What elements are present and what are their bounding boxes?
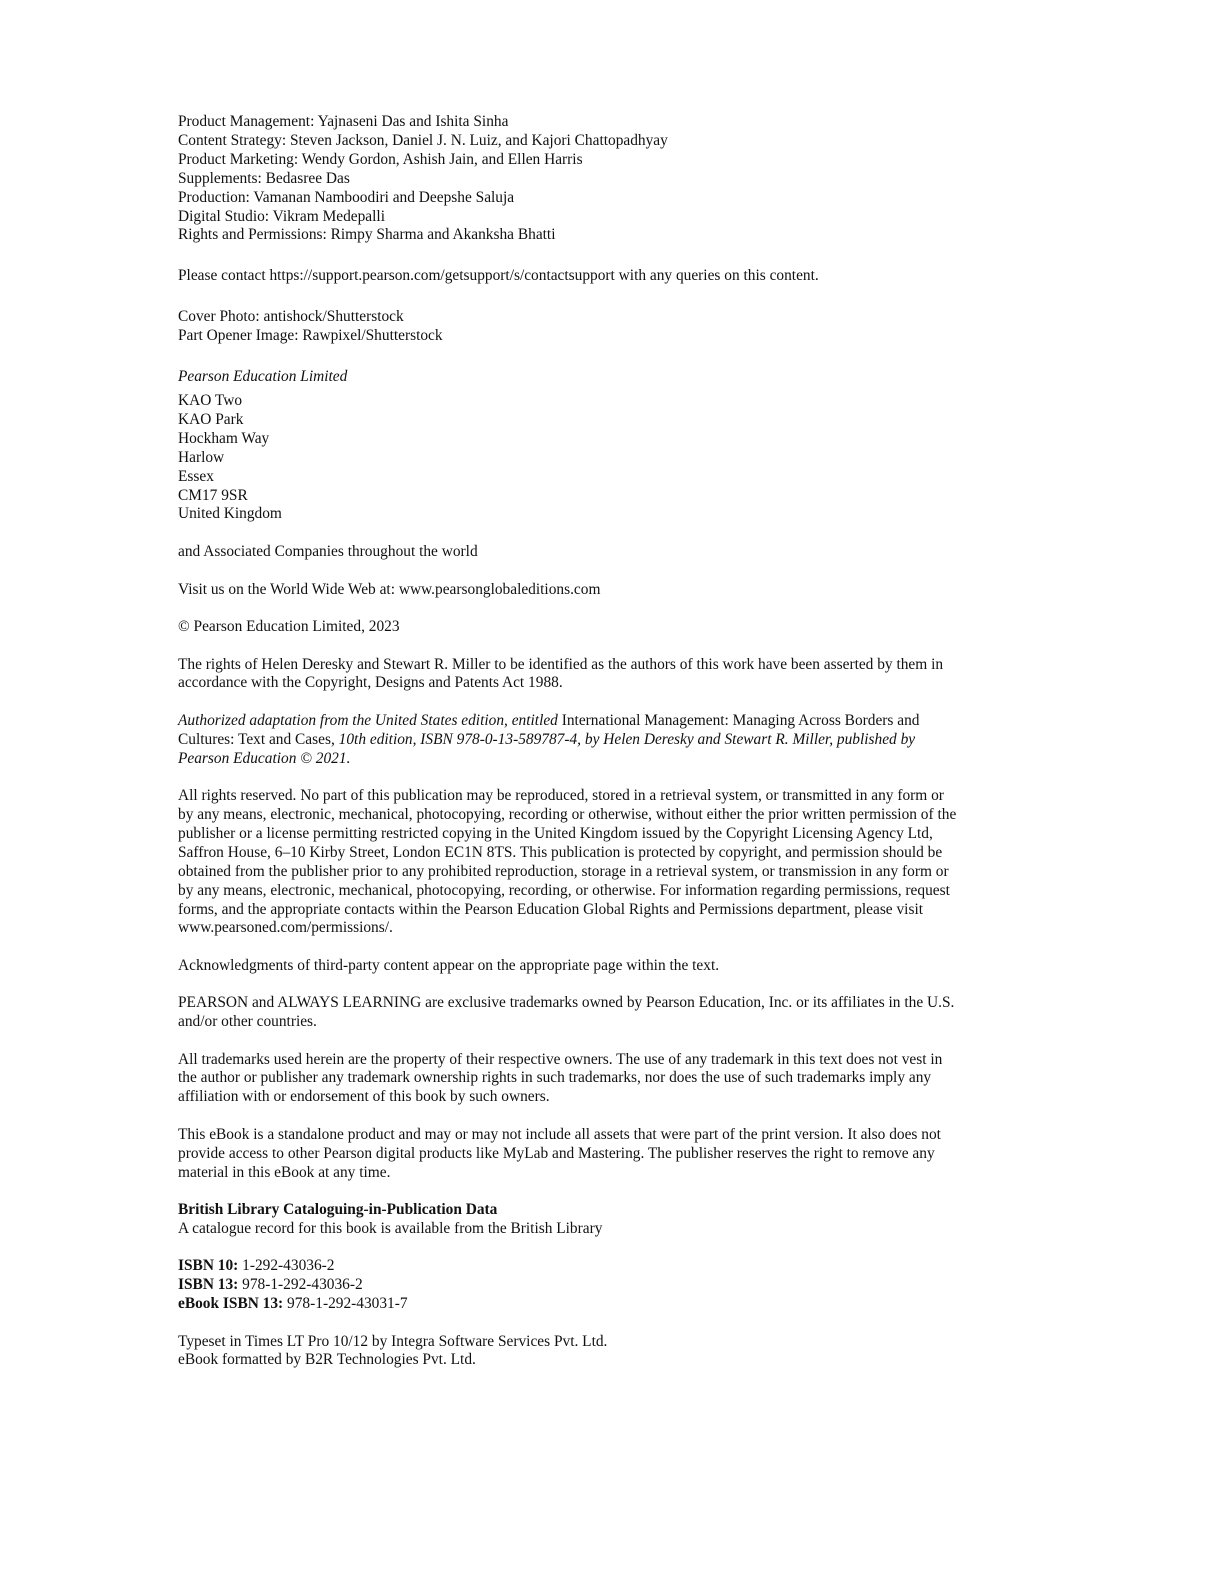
adaptation-notice xyxy=(178,712,1038,769)
typeset-line: eBook formatted by B2R Technologies Pvt. Ltd. xyxy=(178,1351,476,1369)
part-opener-credit: Part Opener Image: Rawpixel/Shutterstock xyxy=(178,327,443,345)
copyright-text: © Pearson Education Limited, 2023 xyxy=(178,618,400,636)
ebook-line: material in this eBook at any time. xyxy=(178,1163,391,1181)
trademark-line: All trademarks used herein are the property of their respective owners. The use of any trademark in this text does not vest in xyxy=(178,1050,943,1068)
contact-text: Please contact https://support.pearson.com/getsupport/s/contactsupport with any queries on this content. xyxy=(178,267,819,285)
author-rights xyxy=(178,656,1038,694)
trademark-line: and/or other countries. xyxy=(178,1013,317,1031)
rights-line: accordance with the Copyright, Designs and Patents Act 1988. xyxy=(178,674,563,692)
cip-text: A catalogue record for this book is available from the British Library xyxy=(178,1219,603,1237)
credit-line: Rights and Permissions: Rimpy Sharma and Akanksha Bhatti xyxy=(178,226,556,244)
isbn-value: 978-1-292-43036-2 xyxy=(238,1276,363,1294)
credit-line: Digital Studio: Vikram Medepalli xyxy=(178,207,385,225)
credit-line: Product Marketing: Wendy Gordon, Ashish Jain, and Ellen Harris xyxy=(178,150,583,168)
isbn-label: ISBN 10: xyxy=(178,1257,239,1275)
typeset-line: Typeset in Times LT Pro 10/12 by Integra Software Services Pvt. Ltd. xyxy=(178,1332,608,1350)
ebook-isbn-13 xyxy=(178,1295,1038,1314)
trademark-line: affiliation with or endorsement of this book by such owners. xyxy=(178,1088,550,1106)
adaptation-italic: 10th edition, ISBN 978-0-13-589787-4, by Helen Deresky and Stewart R. Miller, published by xyxy=(334,730,916,748)
copyright-page xyxy=(178,113,1038,1389)
all-rights-reserved xyxy=(178,787,1038,938)
isbn-list xyxy=(178,1257,1038,1314)
rights-line: Saffron House, 6–10 Kirby Street, London EC1N 8TS. This publication is protected by copyright, and permission should be xyxy=(178,843,943,861)
rights-line: www.pearsoned.com/permissions/. xyxy=(178,919,393,937)
isbn-label: ISBN 13: xyxy=(178,1276,239,1294)
ebook-notice xyxy=(178,1126,1038,1183)
website-paragraph xyxy=(178,581,1038,600)
rights-line: All rights reserved. No part of this publication may be reproduced, stored in a retrieval system, or transmitted in any form or xyxy=(178,787,944,805)
all-trademarks xyxy=(178,1051,1038,1108)
address-line: KAO Park xyxy=(178,410,244,428)
image-credits xyxy=(178,308,1038,346)
trademark-line: PEARSON and ALWAYS LEARNING are exclusive trademarks owned by Pearson Education, Inc. or its affiliates in the U.S. xyxy=(178,994,955,1012)
adaptation-line xyxy=(178,712,1038,731)
trademark-line: the author or publisher any trademark ownership rights in such trademarks, nor does the use of such trademarks imply any xyxy=(178,1069,932,1087)
publisher-name: Pearson Education Limited xyxy=(178,368,348,386)
rights-line: by any means, electronic, mechanical, photocopying, recording or otherwise, without either the prior written permission of the xyxy=(178,805,957,823)
address-line: CM17 9SR xyxy=(178,486,248,504)
adaptation-line: Pearson Education © 2021. xyxy=(178,749,351,767)
isbn-10 xyxy=(178,1257,1038,1276)
credit-line: Content Strategy: Steven Jackson, Daniel J. N. Luiz, and Kajori Chattopadhyay xyxy=(178,131,668,149)
acknowledgments xyxy=(178,957,1038,976)
adaptation-title: Cultures: Text and Cases, xyxy=(178,730,335,748)
rights-line: The rights of Helen Deresky and Stewart R. Miller to be identified as the authors of this work have been asserted by them in xyxy=(178,655,944,673)
isbn-label: eBook ISBN 13: xyxy=(178,1295,284,1313)
copyright-notice xyxy=(178,618,1038,637)
ebook-line: provide access to other Pearson digital products like MyLab and Mastering. The publisher reserves the right to remove any xyxy=(178,1144,935,1162)
credit-line: Production: Vamanan Namboodiri and Deepshe Saluja xyxy=(178,188,515,206)
rights-line: publisher or a license permitting restricted copying in the United Kingdom issued by the Copyright Licensing Agency Ltd, xyxy=(178,824,933,842)
publisher-block xyxy=(178,368,1038,387)
cover-photo-credit: Cover Photo: antishock/Shutterstock xyxy=(178,308,404,326)
cip-heading: British Library Cataloguing-in-Publication Data xyxy=(178,1200,498,1218)
credit-line: Supplements: Bedasree Das xyxy=(178,169,350,187)
credit-line: Product Management: Yajnaseni Das and Ishita Sinha xyxy=(178,113,509,130)
address-line: Harlow xyxy=(178,448,225,466)
address-line: Hockham Way xyxy=(178,429,270,447)
rights-line: obtained from the publisher prior to any prohibited reproduction, storage in a retrieval system, or transmission in any form or xyxy=(178,862,949,880)
cip-data xyxy=(178,1201,1038,1239)
address-line: United Kingdom xyxy=(178,505,282,523)
contact-paragraph xyxy=(178,267,1038,286)
pearson-trademarks xyxy=(178,994,1038,1032)
adaptation-line xyxy=(178,731,1038,750)
website-text: Visit us on the World Wide Web at: www.pearsonglobaleditions.com xyxy=(178,580,601,598)
publisher-address xyxy=(178,392,1038,524)
typeset-info xyxy=(178,1333,1038,1371)
production-credits xyxy=(178,113,1038,245)
rights-line: forms, and the appropriate contacts within the Pearson Education Global Rights and Permissions department, please visit xyxy=(178,900,924,918)
ebook-line: This eBook is a standalone product and may or may not include all assets that were part of the print version. It also does not xyxy=(178,1125,941,1143)
adaptation-italic: Authorized adaptation from the United States edition, entitled xyxy=(178,711,558,729)
isbn-value: 1-292-43036-2 xyxy=(238,1257,335,1275)
isbn-13 xyxy=(178,1276,1038,1295)
adaptation-title: International Management: Managing Across Borders and xyxy=(557,711,920,729)
associated-companies xyxy=(178,543,1038,562)
address-line: KAO Two xyxy=(178,391,243,409)
associated-text: and Associated Companies throughout the world xyxy=(178,543,478,561)
acknowledgments-text: Acknowledgments of third-party content appear on the appropriate page within the text. xyxy=(178,956,720,974)
rights-line: by any means, electronic, mechanical, photocopying, recording, or otherwise. For information regarding permissions, request xyxy=(178,881,950,899)
address-line: Essex xyxy=(178,467,214,485)
isbn-value: 978-1-292-43031-7 xyxy=(283,1295,408,1313)
